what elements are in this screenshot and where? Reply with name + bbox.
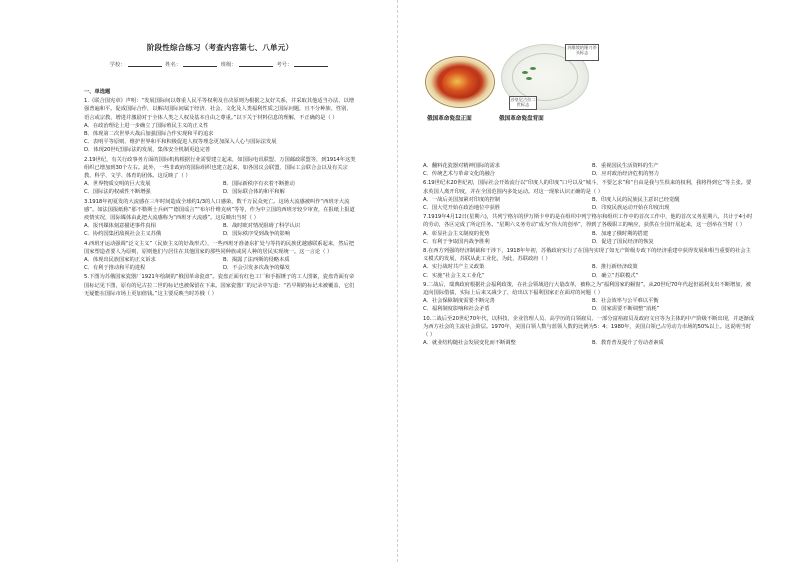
answer-option[interactable]: B．揭露了法西斯的侵略本质 (223, 257, 290, 264)
answer-option[interactable]: B．重视国民生活资料的生产 (592, 163, 659, 169)
right-page (397, 0, 794, 562)
answer-option[interactable]: A．一战后美国加紧对印度的控制 (423, 196, 501, 203)
answer-option[interactable]: B．印度人民的民族民主意识已经觉醒 (592, 196, 680, 203)
answer-option[interactable]: A．在政治理论上进一步确立了国际殖民主义的正义性 (84, 122, 209, 129)
number-blank[interactable] (294, 61, 328, 67)
answer-option[interactable]: C．表明平等原则、维护世界和平和积极促进人权等理念更加深入人心与国际法发展 (84, 139, 277, 146)
section-heading: 一、单选题 (84, 89, 111, 95)
school-blank[interactable] (128, 61, 162, 67)
option-group (423, 297, 755, 313)
answer-option[interactable]: D．促进了国民经济的恢复 (592, 238, 654, 245)
question-text: 3.1918年初夏发的大流感在三年时间造成全球约1/3的人口感染，数千万民众死亡。这场大流感被叫作“西班牙大流感”。如法国报纸称“那不勒斯士兵病”“德国谣言”“布尔什维克病”等等，作为中立国的西班牙较少审查，在报纸上报道疫情实况，国际媒体由此把大流感称为“西班牙大流感”。这反映出当时（ ） (84, 198, 355, 222)
class-blank[interactable] (239, 61, 273, 67)
option-group (84, 256, 356, 272)
question-text: 9.二战后，瑞典政府根据社会福利政策，在社会领域进行大量改革，被称之为“福利国家的橱窗”。从20世纪70年代起但福利支出不断增加，被迫向国际借债，实际上后来又减少了，给出以下福利国家正在面对的问题（ ） (423, 281, 751, 297)
option-group (84, 222, 356, 238)
question-block (423, 213, 755, 246)
number-label: 考号： (276, 62, 293, 68)
question-block (423, 315, 755, 348)
answer-option[interactable]: A．彰显社会主义制度的优势 (423, 230, 490, 237)
option-group (423, 230, 755, 246)
question-text: 5.下图为苏俄国家瓷器厂1921年绘制的“俄国革命瓷盘”。瓷盘正面有红色工厂和手握锤子的工人图案，瓷盘背面有帝国标记见下图，原有的尼古拉二世的标记也被保留在下来。国家瓷器厂的记录中写道：“若早期的标记未被覆盖，它们无疑能在国际市场上更加值钱。”这主要反映当时苏俄（ ） (84, 274, 355, 297)
answer-option[interactable]: A．翻料花瓷器对精神国际的需求 (423, 163, 501, 169)
question-text: 7.1919年4月12日(星期六)，共列宁格尔的伊万斯卡申的是在组织中列宁格尔和组织工作中的首次工作中，他的首次义务星期六，共计于4小时的劳动，各区完成了所定任务。“星期六义务劳动”成为“伟大的创举”，得到了各级职工的响应，获供在全国开展起来，这一创举在当时（ ） (423, 214, 753, 229)
porcelain-plate-front-image (425, 56, 495, 108)
question-block (84, 156, 356, 197)
answer-option[interactable]: C．国大党开始在政治地位中获胜 (423, 205, 501, 212)
question-block (423, 247, 755, 280)
answer-option[interactable]: B．推行新经济政策 (592, 264, 638, 271)
answer-option[interactable]: D．不会引发多次战争的爆发 (223, 265, 290, 272)
question-text: 10.二战后至20世纪70年代，以科技、企业管理人员、高学历的白领雇员、一部分富裕雇员及政府文官等为主体的中产阶级不断出现，并逐渐成为西方社会的主流社会阶层。1970年，美国白领人数与蓝领人数的比例为5：4；1980年，美国白领已占劳动力市场的50%以上。这说明当时（ ） (423, 315, 755, 339)
school-label: 学校： (109, 62, 126, 68)
answer-option[interactable]: B．体现第二次世界大战后加强国际合作实现和平的追求 (84, 131, 214, 138)
plate-decoration-leaf (530, 67, 536, 70)
answer-option[interactable]: A．就业结构随社会发展变化而不断调整 (423, 340, 516, 347)
answer-option[interactable]: D．印度民族运动开始在印度出现 (592, 205, 670, 212)
option-group (84, 180, 356, 196)
left-question-column (84, 88, 356, 299)
question-block (84, 97, 356, 154)
answer-option[interactable]: C．协约国集团敌视社会主义苏俄 (84, 231, 162, 238)
question-text: 6.19世纪末20世纪初，国际社会开始流行以“印度人的印度”口号以及“城斗，不要乞求”和“自由是我与生俱来的权利，我将得到它”等主张。要求英国人离开印度，并在全国范围内多处运动。对这一现象认识正确的是（ ） (423, 180, 752, 195)
question-text: 8.在西方列强的经济制裁和干涉下，1918年年初，苏俄政府实行了在国内实现了如无产阶级专政下的经济重建中获得发展和相当重要的社会主义模式的发展，苏联从此工业化，为此，苏联政府（ ） (423, 248, 751, 263)
answer-option[interactable]: B．加速了俄时期的搭建 (592, 230, 649, 237)
answer-option[interactable]: C．福利制度影响和社会矛盾 (423, 306, 490, 313)
question-block (423, 179, 755, 212)
callout-hammer-sickle: 苏维埃的锤刀斧头标志 (565, 44, 599, 61)
question-text: 1.《联合国宪章》声明：“发展国际间以尊重人民平等权利及自决原则为根据之友好关系，并采取其他适当办法，以增强普遍和平。促成国际合作，以解决国际间属于经济、社会、文化及人类福利性质之国际问题，且不分种族、性别、语言或宗教，增进并激励对于全体人类之人权及基本自由之尊重。”以下关于材料信息的理解，不正确的是（ ） (84, 98, 354, 121)
option-group (423, 263, 755, 279)
plate-decoration-leaf (526, 77, 532, 80)
plate-front-center (442, 68, 480, 98)
question-block (84, 198, 356, 239)
name-blank[interactable] (183, 61, 217, 67)
answer-option[interactable]: A．社会保障制度需要不断完善 (423, 298, 495, 305)
answer-option[interactable]: C．有利于争取国内战争胜利 (423, 238, 490, 245)
option-group (423, 339, 755, 347)
answer-option[interactable]: B．社会效率与公平难以平衡 (592, 298, 659, 305)
question-block (423, 162, 755, 178)
answer-option[interactable]: D．应对政治经济危机的努力 (592, 171, 659, 178)
answer-option[interactable]: A．实行战时共产主义政策 (423, 264, 485, 271)
answer-option[interactable]: B．教育普及提升了劳动者素质 (592, 340, 664, 347)
plate-decoration-leaf (522, 71, 528, 74)
answer-option[interactable]: A．体现出民族国家的正义诉求 (84, 257, 156, 264)
answer-option[interactable]: D．国际联合体的和平和解 (223, 189, 285, 196)
question-text: 4.西班牙运动强调“泛文主义”（民族主义的好战形式），一些西班牙准备东扩处与等持的民族优越感联系起来，然后把国家塑造者要人为原则，原则他们与居住在其他国家的那些同种族或同人种的居民实现统一。这一言论（ ） (84, 240, 355, 255)
option-group (84, 122, 356, 155)
answer-option[interactable]: D．体现20世纪国际法的发展，集体安全机制更趋完善 (84, 147, 211, 154)
student-info-line (84, 60, 356, 68)
caption-plate-front: 俄国革命瓷盘正面 (427, 116, 472, 122)
page-title: 阶段性综合练习（考查内容第七、八单元） (146, 43, 294, 52)
question-text: 2.19世纪，有关行政事务方面的国际机构根据行业需要建立起来，如国际电讯联盟、万国邮政联盟等，到1914年这类组织已增加到30个左右。此外，一些非政府的国际组织也建立起来，如各国议会联盟、国际工会联合会以及有关宗教、科学、文学、体育的团体。这反映了（ ） (84, 156, 356, 180)
option-group (423, 162, 755, 178)
right-question-column (423, 162, 755, 348)
answer-option[interactable]: A．报刊媒体刻意描述事件真相 (84, 223, 156, 230)
class-label: 班级： (220, 62, 237, 68)
answer-option[interactable]: D．国家需要不断调整”消耗” (592, 306, 660, 313)
answer-option[interactable]: D．国际秩序受到战争的影响 (223, 231, 290, 238)
answer-option[interactable]: B．战时欧对情况阻碍了科学认识 (223, 223, 301, 230)
answer-option[interactable]: B．国际新秩序有衣着不断推动 (223, 181, 295, 188)
answer-option[interactable]: C．国际法的权威性不断增强 (84, 189, 151, 196)
caption-plate-back: 俄国革命瓷盘背面 (499, 116, 544, 122)
answer-option[interactable]: C．有利于推动和平的进程 (84, 265, 146, 272)
answer-option[interactable]: C．传统艺术与革命文化的融合 (423, 171, 495, 178)
question-block (84, 240, 356, 273)
answer-option[interactable]: A．世界物质交明的巨大发展 (84, 181, 151, 188)
answer-option[interactable]: C．实施“社会主义工业化” (423, 272, 485, 279)
name-label: 姓名： (165, 62, 182, 68)
option-group (423, 196, 755, 212)
callout-tsar-mark: 沙皇尼古拉二世标志 (509, 96, 537, 110)
question-block (423, 281, 755, 314)
question-block (84, 273, 356, 298)
answer-option[interactable]: D．确立“苏联模式” (592, 272, 639, 279)
